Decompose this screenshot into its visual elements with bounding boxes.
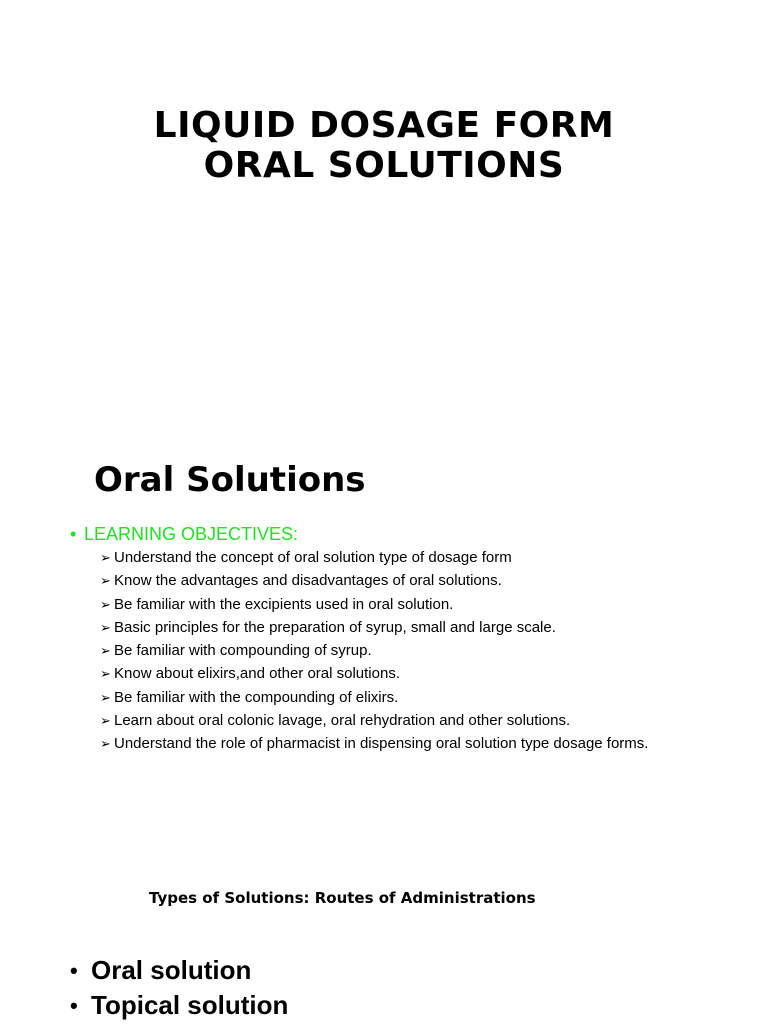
objective-item: [100, 642, 675, 660]
learning-objectives-heading: [70, 522, 298, 546]
objective-text: Be familiar with compounding of syrup.: [114, 642, 372, 660]
objective-item: [100, 665, 675, 683]
objective-text: Be familiar with the compounding of elixirs.: [114, 688, 399, 706]
types-of-solutions-heading: Types of Solutions: Routes of Administrations: [149, 889, 536, 907]
objective-text: Understand the role of pharmacist in dispensing oral solution type dosage forms.: [114, 735, 649, 753]
objective-item: [100, 596, 675, 614]
routes-list: [70, 953, 288, 1023]
objective-item: [100, 572, 675, 590]
route-item: [70, 953, 288, 988]
objective-item: [100, 735, 675, 753]
learning-objectives-list: [100, 549, 675, 759]
arrow-right-icon: ➢: [100, 619, 111, 635]
arrow-right-icon: ➢: [100, 666, 111, 682]
objective-item: [100, 689, 675, 707]
route-label: Oral solution: [91, 955, 252, 985]
arrow-right-icon: ➢: [100, 689, 111, 705]
slide-title-line-1: LIQUID DOSAGE FORM: [153, 105, 615, 146]
slide-title: [0, 106, 768, 186]
objective-item: [100, 549, 675, 567]
learning-objectives-label: LEARNING OBJECTIVES:: [84, 524, 299, 544]
bullet-dot-icon: •: [70, 524, 77, 544]
objective-text: Understand the concept of oral solution type of dosage form: [114, 549, 512, 566]
arrow-right-icon: ➢: [100, 643, 111, 659]
objective-text: Be familiar with the excipients used in oral solution.: [114, 595, 454, 613]
route-label: Topical solution: [91, 990, 289, 1020]
objective-text: Know about elixirs,and other oral solutions.: [114, 665, 400, 683]
objective-item: [100, 712, 675, 730]
arrow-right-icon: ➢: [100, 550, 111, 565]
slide-title-line-2: ORAL SOLUTIONS: [203, 145, 565, 186]
bullet-dot-icon: •: [70, 993, 78, 1018]
bullet-dot-icon: •: [70, 958, 78, 983]
arrow-right-icon: ➢: [100, 736, 111, 752]
route-item: [70, 988, 288, 1023]
objective-text: Basic principles for the preparation of syrup, small and large scale.: [114, 618, 556, 636]
objective-text: Know the advantages and disadvantages of oral solutions.: [114, 572, 502, 590]
objective-item: [100, 619, 675, 637]
objective-text: Learn about oral colonic lavage, oral rehydration and other solutions.: [114, 712, 571, 730]
arrow-right-icon: ➢: [100, 713, 111, 729]
arrow-right-icon: ➢: [100, 596, 111, 612]
arrow-right-icon: ➢: [100, 573, 111, 589]
section-heading: Oral Solutions: [94, 460, 366, 500]
